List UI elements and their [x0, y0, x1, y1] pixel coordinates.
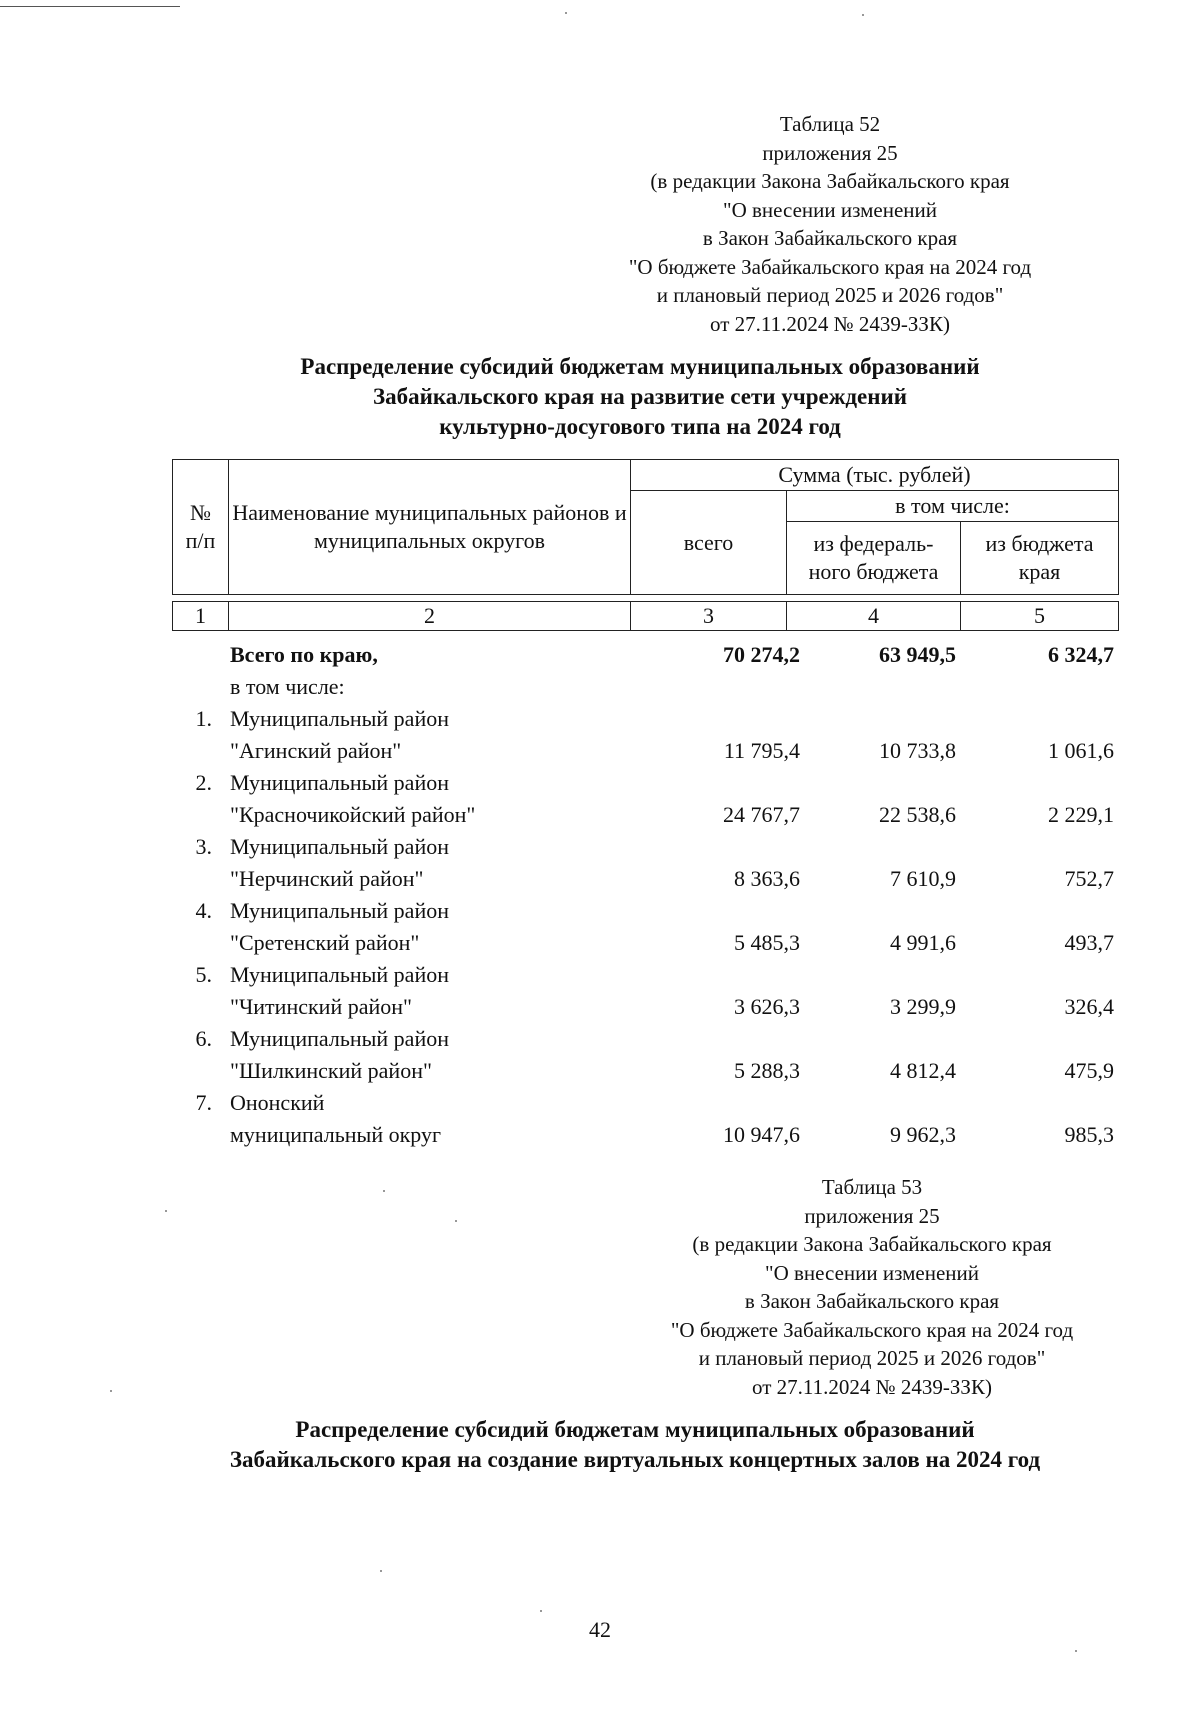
scan-speck	[380, 1570, 382, 1572]
header-line: "О внесении изменений	[765, 1260, 979, 1285]
row-total: 11 795,4	[723, 738, 800, 763]
row-name-line2: "Агинский район"	[230, 738, 402, 763]
col-header-region: из бюджета края	[961, 522, 1119, 595]
title-line: Распределение субсидий бюджетам муниципальных образований	[300, 354, 980, 379]
total-row	[172, 642, 1118, 674]
row-name-line1: Муниципальный район	[230, 898, 449, 923]
row-region: 2 229,1	[1048, 802, 1114, 827]
table-title-53	[60, 1415, 1200, 1475]
scan-speck	[383, 1190, 385, 1192]
row-federal: 10 733,8	[879, 738, 956, 763]
table-title-52	[100, 352, 1180, 442]
scan-speck	[455, 1220, 457, 1222]
row-region: 1 061,6	[1048, 738, 1114, 763]
header-line: "О бюджете Забайкальского края на 2024 год	[670, 1317, 1074, 1342]
row-federal: 4 991,6	[890, 930, 956, 955]
col-header-name: Наименование муниципальных районов и муниципальных округов	[229, 460, 631, 595]
row-total: 24 767,7	[723, 802, 800, 827]
col-header-including: в том числе:	[787, 491, 1119, 522]
row-number: 3.	[195, 834, 212, 859]
row-name-line2: "Красночикойский район"	[230, 802, 476, 827]
row-region: 326,4	[1064, 994, 1114, 1019]
row-number: 2.	[195, 770, 212, 795]
col-number: 2	[229, 602, 631, 631]
col-header-no: № п/п	[173, 460, 229, 595]
table-row	[172, 770, 1118, 834]
total-value-all: 70 274,2	[723, 642, 800, 667]
row-federal: 3 299,9	[890, 994, 956, 1019]
row-federal: 9 962,3	[890, 1122, 956, 1147]
col-header-sum: Сумма (тыс. рублей)	[631, 460, 1119, 491]
row-federal: 7 610,9	[890, 866, 956, 891]
table-row	[172, 1026, 1118, 1090]
total-value-region: 6 324,7	[1048, 642, 1114, 667]
scan-speck	[565, 12, 567, 14]
total-value-federal: 63 949,5	[879, 642, 956, 667]
table-row	[172, 706, 1118, 770]
including-label: в том числе:	[230, 674, 345, 699]
col-number: 3	[631, 602, 787, 631]
row-name-line1: Ононский	[230, 1090, 325, 1115]
row-total: 10 947,6	[723, 1122, 800, 1147]
row-name-line1: Муниципальный район	[230, 770, 449, 795]
header-line: от 27.11.2024 № 2439-ЗЗК)	[752, 1374, 992, 1399]
title-line: Забайкальского края на создание виртуальных концертных залов на 2024 год	[229, 1447, 1041, 1472]
including-row	[172, 674, 1118, 706]
row-name-line2: "Шилкинский район"	[230, 1058, 432, 1083]
row-name-line1: Муниципальный район	[230, 962, 449, 987]
appendix-header-53	[622, 1173, 1122, 1401]
header-line: в Закон Забайкальского края	[744, 1289, 1000, 1313]
table-header-grid	[172, 459, 1119, 631]
row-total: 3 626,3	[734, 994, 800, 1019]
col-header-total: всего	[631, 491, 787, 595]
header-line: Таблица 53	[821, 1175, 923, 1199]
row-region: 985,3	[1064, 1122, 1114, 1147]
scan-speck	[1075, 1650, 1077, 1652]
header-line: (в редакции Закона Забайкальского края	[650, 169, 1010, 193]
appendix-header-52	[580, 110, 1080, 338]
row-name-line1: Муниципальный район	[230, 1026, 449, 1051]
row-name-line2: "Сретенский район"	[230, 930, 420, 955]
table-row	[172, 834, 1118, 898]
header-line: от 27.11.2024 № 2439-ЗЗК)	[710, 311, 950, 336]
header-line: приложения 25	[804, 1203, 940, 1228]
header-line: "О бюджете Забайкальского края на 2024 год	[628, 254, 1032, 279]
row-number: 6.	[195, 1026, 212, 1051]
row-name-line2: муниципальный округ	[230, 1122, 442, 1147]
row-name-line2: "Нерчинский район"	[230, 866, 424, 891]
title-line: Распределение субсидий бюджетам муниципальных образований	[295, 1417, 975, 1442]
row-region: 493,7	[1064, 930, 1114, 955]
col-header-federal: из федераль-ного бюджета	[787, 522, 961, 595]
row-federal: 22 538,6	[879, 802, 956, 827]
row-total: 5 485,3	[734, 930, 800, 955]
scan-speck	[110, 1390, 112, 1392]
scan-speck	[862, 14, 864, 16]
table-row	[172, 898, 1118, 962]
title-line: культурно-досугового типа на 2024 год	[439, 414, 841, 439]
row-name-line1: Муниципальный район	[230, 706, 449, 731]
row-number: 5.	[195, 962, 212, 987]
header-line: и плановый период 2025 и 2026 годов"	[656, 283, 1004, 307]
row-total: 5 288,3	[734, 1058, 800, 1083]
row-federal: 4 812,4	[890, 1058, 956, 1083]
col-number: 4	[787, 602, 961, 631]
row-name-line2: "Читинский район"	[230, 994, 413, 1019]
row-number: 1.	[195, 706, 212, 731]
scan-speck	[165, 1210, 167, 1212]
header-line: "О внесении изменений	[723, 197, 937, 222]
table-row	[172, 962, 1118, 1026]
col-number: 1	[173, 602, 229, 631]
page-number: 42	[589, 1617, 611, 1642]
total-label: Всего по краю,	[230, 642, 378, 667]
col-number: 5	[961, 602, 1119, 631]
header-line: приложения 25	[762, 140, 898, 165]
table-body	[172, 642, 1118, 1154]
row-region: 475,9	[1064, 1058, 1114, 1083]
row-region: 752,7	[1064, 866, 1114, 891]
header-line: (в редакции Закона Забайкальского края	[692, 1232, 1052, 1256]
row-number: 4.	[195, 898, 212, 923]
header-line: в Закон Забайкальского края	[702, 226, 958, 250]
scan-edge-line	[0, 6, 180, 7]
header-line: и плановый период 2025 и 2026 годов"	[698, 1346, 1046, 1370]
row-number: 7.	[195, 1090, 212, 1115]
row-total: 8 363,6	[734, 866, 800, 891]
table-row	[172, 1090, 1118, 1154]
scan-speck	[540, 1610, 542, 1612]
row-name-line1: Муниципальный район	[230, 834, 449, 859]
title-line: Забайкальского края на развитие сети учреждений	[372, 384, 908, 409]
header-line: Таблица 52	[779, 112, 881, 136]
